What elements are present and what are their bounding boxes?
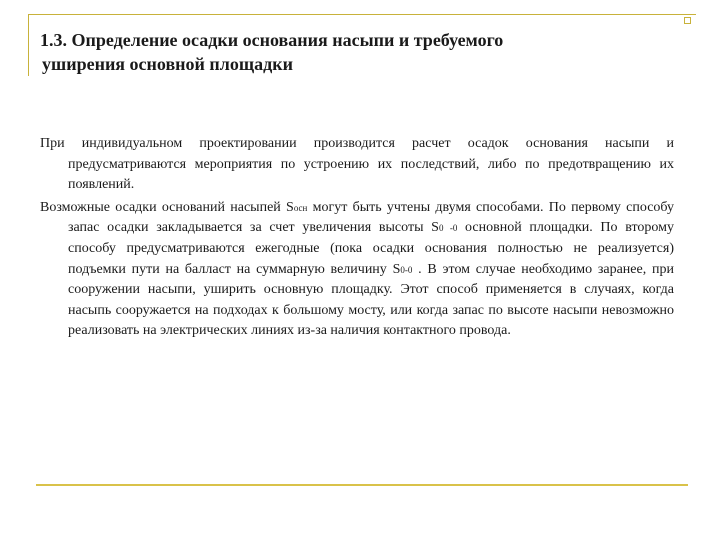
subscript-osn: осн <box>293 202 308 213</box>
title-frame-left-line <box>28 14 29 76</box>
paragraph-2-text-d: . В этом случае необходимо заранее, при сооружении насыпи, уширить основную площадку. Этот способ применяется в случаях, когда насыпь сооружается на подходах к большому мосту, или когда запас по высоте насыпи невозможно реализовать на электрических линиях из-за наличия контактного провода. <box>68 261 674 339</box>
paragraph-2-text-c: основной площадки. По второму способу предусматриваются ежегодные (пока осадки основания полностью не реализуется) подъемки пути на балласт на суммарную величину S <box>68 220 674 277</box>
bottom-divider <box>36 484 688 486</box>
slide-title <box>40 28 680 76</box>
subscript-0-0-a: 0 -0 <box>438 223 458 234</box>
slide-body <box>40 134 674 344</box>
paragraph-2-text-a: Возможные осадки оснований насыпей S <box>40 199 294 215</box>
title-frame-top-line <box>28 14 696 15</box>
paragraph-1: При индивидуальном проектировании производится расчет осадок основания насыпи и предусматриваются мероприятия по устроению их последствий, либо по предотвращению их появлений. <box>40 136 674 193</box>
paragraph-2 <box>40 198 674 342</box>
slide-title-line-1: 1.3. Определение осадки основания насыпи и требуемого <box>40 30 504 50</box>
slide-title-line-2: уширения основной площадки <box>42 54 293 74</box>
paragraph-2-text-b: могут быть учтены двумя способами. По первому способу запас осадки закладывается за счет увеличения высоты S <box>68 199 674 236</box>
subscript-0-0-b: 0-0 <box>400 264 413 275</box>
corner-square-icon <box>684 17 691 24</box>
